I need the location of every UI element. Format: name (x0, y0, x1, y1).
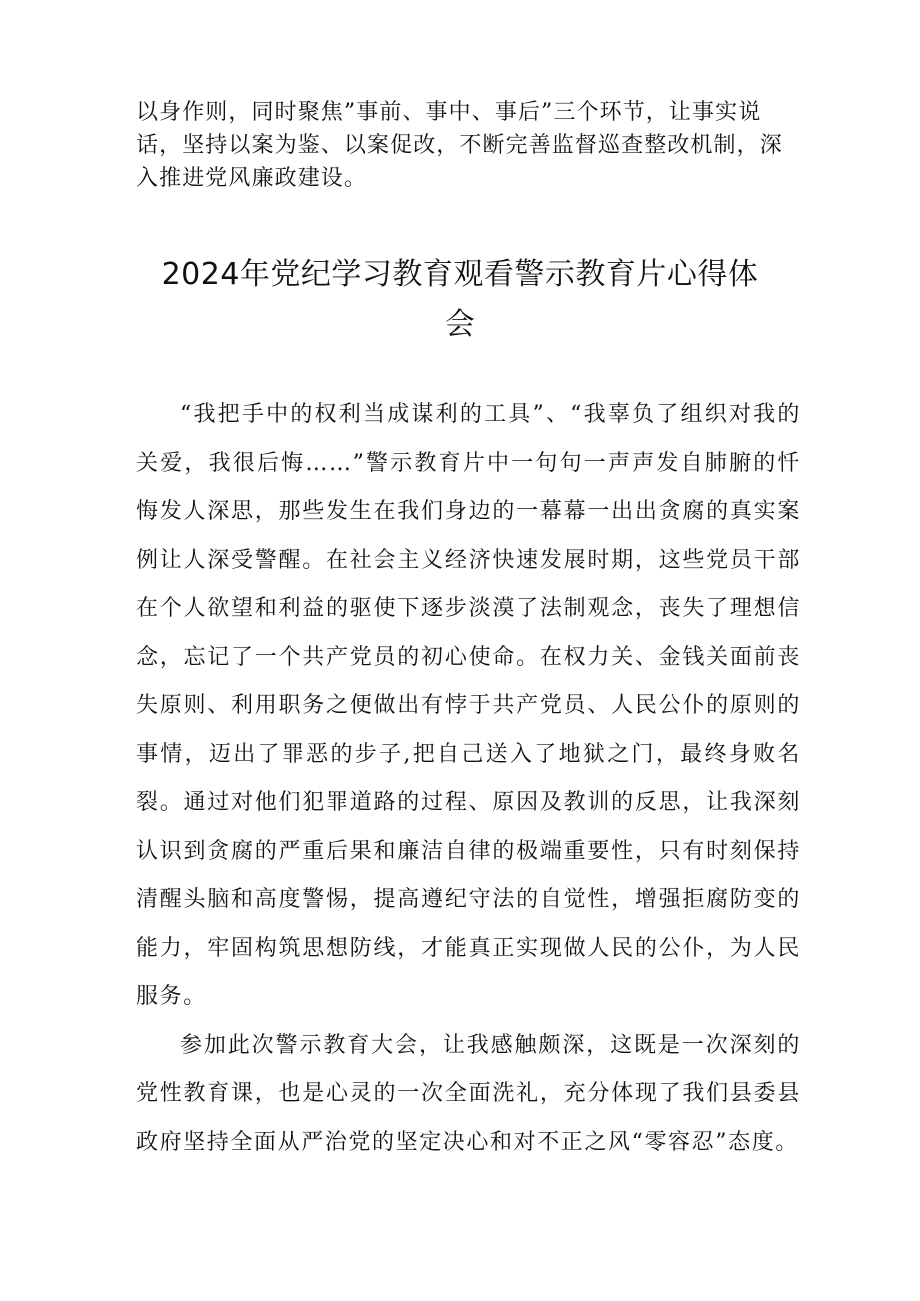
body-paragraph-2: 参加此次警示教育大会，让我感触颇深，这既是一次深刻的党性教育课，也是心灵的一次全面洗礼，充分体现了我们县委县政府坚持全面从严治党的坚定决心和对不正之风“零容忍”态度。 (136, 1032, 801, 1155)
article-title: 2024年党纪学习教育观看警示教育片心得体会 (161, 257, 759, 342)
lead-paragraph: 以身作则，同时聚焦”事前、事中、事后”三个环节，让事实说话，坚持以案为鉴、以案促改，不断完善监督巡查整改机制，深入推进党风廉政建设。 (136, 100, 783, 191)
body-paragraph-1: “我把手中的权利当成谋利的工具”、“我辜负了组织对我的关爱，我很后悔……”警示教育片中一句句一声声发自肺腑的忏悔发人深思，那些发生在我们身边的一幕幕一出出贪腐的真实案例让人深受警醒。在社会主义经济快速发展时期，这些党员干部在个人欲望和利益的驱使下逐步淡漠了法制观念，丧失了理想信念，忘记了一个共产党员的初心使命。在权力关、金钱关面前丧失原则、利用职务之便做出有悖于共产党员、人民公仆的原则的事情，迈出了罪恶的步子,把自己送入了地狱之门，最终身败名裂。通过对他们犯罪道路的过程、原因及教训的反思，让我深刻认识到贪腐的严重后果和廉洁自律的极端重要性，只有时刻保持清醒头脑和高度警惕，提高遵纪守法的自觉性，增强拒腐防变的能力，牢固构筑思想防线，才能真正实现做人民的公仆，为人民服务。 (136, 402, 801, 1009)
article-body (136, 391, 801, 1167)
